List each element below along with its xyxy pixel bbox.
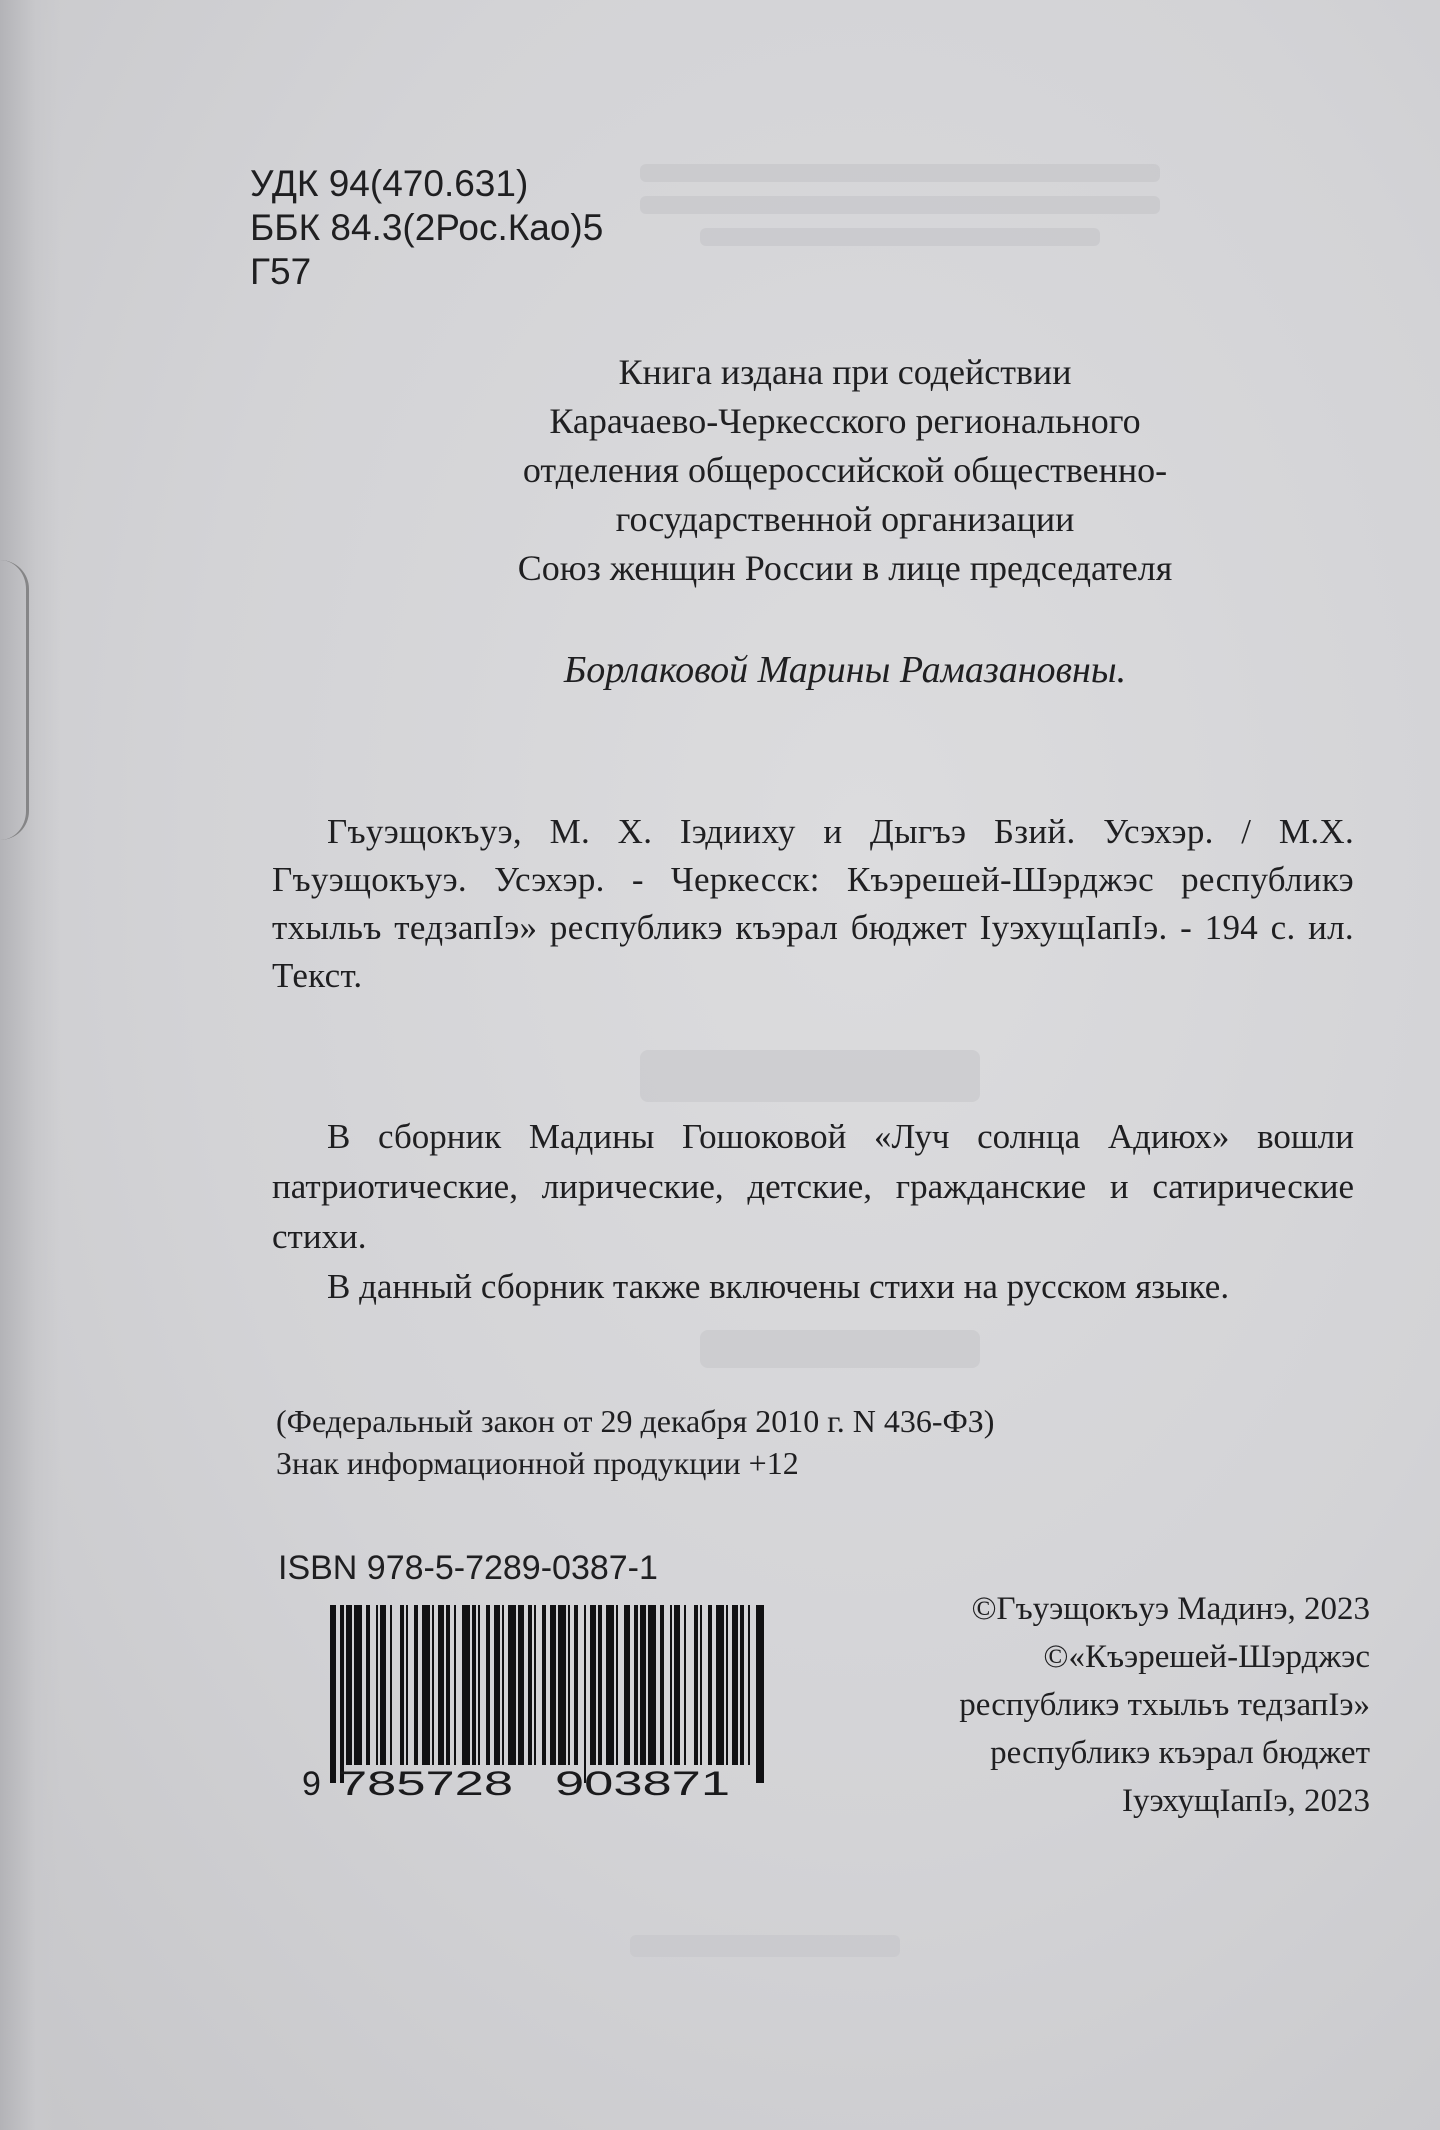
barcode-bar (478, 1605, 480, 1765)
barcode-bar (494, 1605, 500, 1765)
barcode-bar (354, 1605, 362, 1765)
barcode-bar (568, 1605, 570, 1765)
barcode-bar (432, 1605, 434, 1765)
barcode-bar (640, 1605, 646, 1765)
isbn-barcode (300, 1605, 765, 1805)
page-binding-shadow (0, 0, 60, 2130)
barcode-bar (380, 1605, 386, 1765)
annotation-paragraph: В данный сборник также включены стихи на русском языке. (327, 1267, 1230, 1306)
barcode-bar (684, 1605, 686, 1765)
barcode-bar (422, 1605, 430, 1765)
barcode-bar (462, 1605, 470, 1765)
barcode-lead-digit: 9 (302, 1765, 321, 1803)
barcode-bars (330, 1605, 764, 1783)
barcode-bar (624, 1605, 630, 1765)
show-through-block-bottom (630, 1935, 900, 1965)
bibliographic-record: Гъуэщокъуэ, М. Х. Iэдииху и Дыгъэ Бзий. Усэхэр. / М.Х. Гъуэщокъуэ. Усэхэр. - Черкесск: Къэрешей-Шэрджэс республикэ тхыльъ тедзапIэ» республикэ къэрал бюджет IуэхущIапIэ. - 194 с. ил. Текст. (272, 812, 1354, 995)
support-person-name: Борлаковой Марины Рамазановны. (563, 649, 1127, 691)
barcode-bar (550, 1605, 556, 1765)
barcode-bar (400, 1605, 404, 1765)
barcode-bar (616, 1605, 618, 1765)
barcode-bar (700, 1605, 702, 1765)
barcode-bar (454, 1605, 456, 1765)
barcode-bar (726, 1605, 728, 1765)
barcode-bar (670, 1605, 672, 1765)
barcode-bar (390, 1605, 392, 1765)
barcode-bar (574, 1605, 578, 1765)
isbn-label: ISBN 978-5-7289-0387-1 (278, 1549, 658, 1587)
barcode-bar (534, 1605, 536, 1765)
info-product-block (276, 1400, 994, 1484)
barcode-bar (502, 1605, 504, 1765)
barcode-bar (366, 1605, 370, 1765)
page-curl-edge (0, 560, 29, 840)
barcode-bar (756, 1605, 764, 1783)
bbk-code: ББК 84.3(2Рос.Као)5 (250, 207, 604, 248)
author-mark: Г57 (250, 251, 312, 292)
barcode-bar (486, 1605, 490, 1765)
show-through-block-top (640, 150, 1160, 300)
barcode-bar (694, 1605, 698, 1765)
barcode-bar (732, 1605, 738, 1765)
barcode-bar (708, 1605, 712, 1765)
support-line: отделения общероссийской общественно- (522, 450, 1168, 490)
barcode-bar (558, 1605, 566, 1765)
barcode-bar (740, 1605, 744, 1765)
barcode-bar (748, 1605, 750, 1765)
barcode-bar (584, 1605, 586, 1783)
barcode-bar (674, 1605, 680, 1765)
barcode-bar (598, 1605, 602, 1765)
barcode-bar (340, 1605, 344, 1783)
copyright-line: республикэ тхыльъ тедзапIэ» (959, 1687, 1370, 1723)
barcode-bar (716, 1605, 724, 1765)
barcode-bar (508, 1605, 516, 1765)
copyright-line: IуэхущIапIэ, 2023 (1121, 1783, 1370, 1819)
barcode-bar (542, 1605, 546, 1765)
support-note (330, 348, 1360, 593)
support-line: государственной организации (615, 499, 1075, 539)
barcode-bar (330, 1605, 336, 1783)
support-line: Союз женщин России в лице председателя (517, 548, 1173, 588)
barcode-bar (518, 1605, 524, 1765)
barcode-bar (634, 1605, 638, 1765)
barcode-right-digits: 903871 (555, 1765, 730, 1803)
copyright-line: ©Гъуэщокъуэ Мадинэ, 2023 (971, 1591, 1370, 1627)
barcode-left-digits: 785728 (338, 1765, 513, 1803)
support-line: Книга издана при содействии (618, 352, 1072, 392)
annotation-paragraph: В сборник Мадины Гошоковой «Луч солнца Адиюх» вошли патриотические, лирические, детские, гражданские и сатирические стихи. (272, 1117, 1354, 1256)
federal-law-reference: (Федеральный закон от 29 декабря 2010 г. N 436-ФЗ) (276, 1403, 995, 1439)
show-through-block-title (640, 1050, 980, 1120)
support-line: Карачаево-Черкесского регионального (549, 401, 1141, 441)
barcode-bar (446, 1605, 450, 1765)
copyright-block (790, 1585, 1370, 1825)
barcode-bar (660, 1605, 664, 1765)
barcode-bar (606, 1605, 614, 1765)
barcode-bar (376, 1605, 378, 1765)
barcode-bar (346, 1605, 352, 1765)
annotation (272, 1112, 1354, 1312)
barcode-bar (406, 1605, 408, 1765)
barcode-bar (648, 1605, 656, 1765)
barcode-bar (590, 1605, 596, 1765)
barcode-bar (414, 1605, 418, 1765)
age-rating-sign: Знак информационной продукции +12 (276, 1445, 799, 1481)
copyright-line: ©«Къэрешей-Шэрджэс (1043, 1639, 1370, 1675)
classification-block (250, 162, 603, 294)
copyright-line: республикэ къэрал бюджет (990, 1735, 1370, 1771)
udk-code: УДК 94(470.631) (250, 163, 529, 204)
show-through-block-subtitle (700, 1330, 980, 1380)
barcode-bar (528, 1605, 532, 1765)
barcode-bar (472, 1605, 476, 1765)
barcode-bar (438, 1605, 444, 1765)
